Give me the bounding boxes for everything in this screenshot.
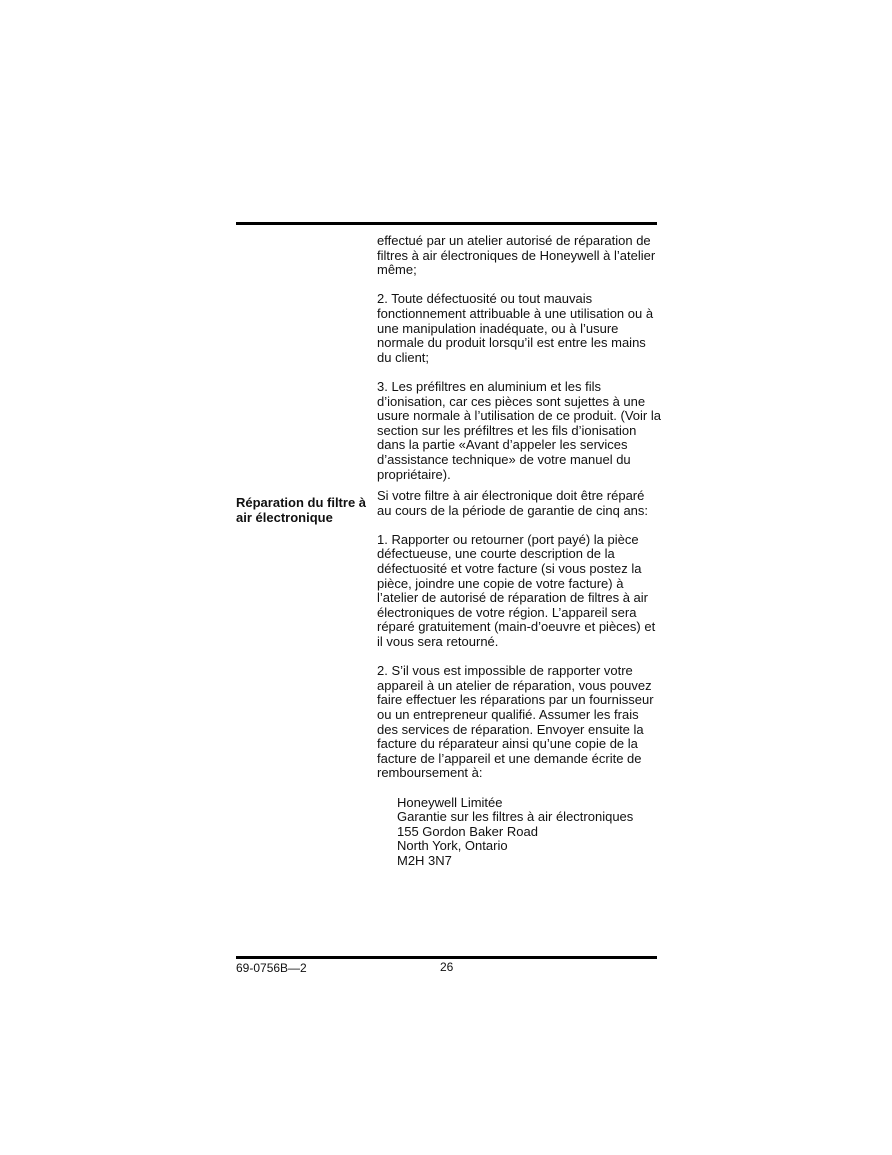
section-intro: Si votre filtre à air électronique doit être réparé au cours de la période de garantie de cinq ans:: [377, 488, 649, 518]
step-2: 2. S’il vous est impossible de rapporter votre appareil à un atelier de réparation, vous pouvez faire effectuer les réparations par un fournisseur ou un entrepreneur qualifié. Assumer les frais des services de réparation. Envoyer ensuite la facture du réparateur ainsi qu’une copie de la facture de l’appareil et une demande écrite de remboursement à:: [377, 663, 654, 781]
page-number: 26: [440, 960, 454, 974]
address-line: Garantie sur les filtres à air électroniques: [397, 809, 634, 825]
document-code: 69-0756B—2: [236, 961, 307, 975]
exclusion-3: 3. Les préfiltres en aluminium et les fils d’ionisation, car ces pièces sont sujettes à une usure normale à l’utilisation de ce produit. (Voir la section sur les préfiltres et les fils d’ionisation dans la partie «Avant d’appeler les services d’assistance technique» de votre manuel du propriétaire).: [377, 378, 661, 482]
address-line: North York, Ontario: [397, 838, 508, 854]
mailing-address: [377, 796, 662, 869]
top-rule: [236, 222, 657, 225]
address-line: Honeywell Limitée: [397, 794, 503, 810]
exclusion-2: 2. Toute défectuosité ou tout mauvais fonctionnement attribuable à une utilisation ou à une manipulation inadéquate, ou à l’usure normale du produit lorsqu’il est entre les mains du client;: [377, 291, 654, 365]
address-line: M2H 3N7: [397, 852, 452, 868]
step-1: 1. Rapporter ou retourner (port payé) la pièce défectueuse, une courte description de la défectuosité et votre facture (si vous postez la pièce, joindre une copie de votre facture) à l’atelier de autorisé de réparation de filtres à air électroniques de votre région. L’appareil sera réparé gratuitement (main-d’oeuvre et pièces) et il vous sera retourné.: [377, 531, 656, 650]
body-column: [377, 234, 662, 869]
intro-continuation: effectué par un atelier autorisé de réparation de filtres à air électroniques de Honeywell à l’atelier même;: [377, 233, 656, 278]
address-line: 155 Gordon Baker Road: [397, 823, 538, 839]
section-heading: Réparation du filtre à air électronique: [236, 495, 367, 525]
bottom-rule: [236, 956, 657, 959]
